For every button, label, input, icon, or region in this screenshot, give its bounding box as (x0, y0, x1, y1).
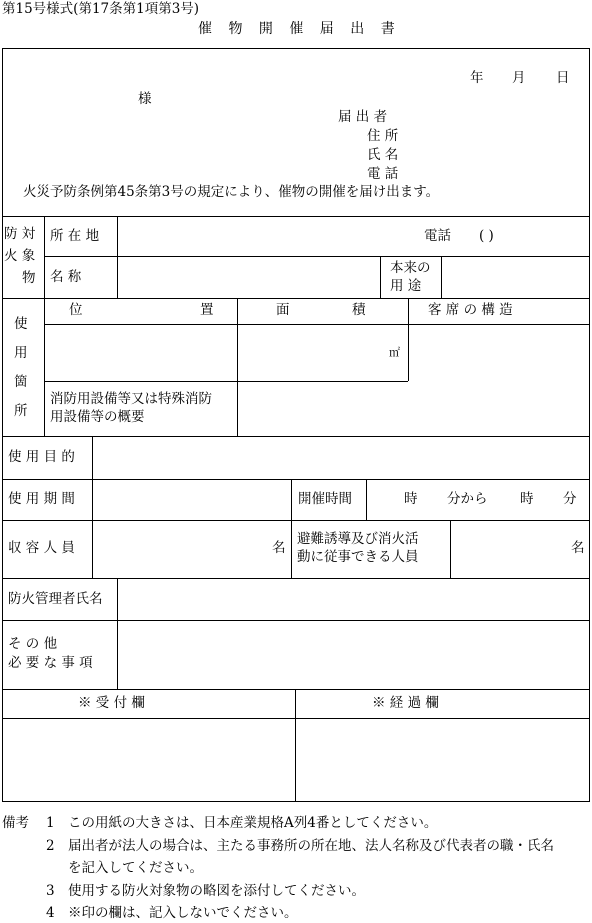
notes-heading: 備考 (2, 815, 29, 831)
hours-fun: 分 (563, 491, 577, 507)
note-number: 1 (46, 815, 55, 831)
capacity-unit: 名 (272, 540, 286, 556)
col-divider (117, 216, 118, 298)
col-divider (44, 216, 45, 436)
reception-column-header: ※ 受 付 欄 (78, 695, 145, 711)
hours-label: 開催時間 (298, 491, 352, 507)
fire-equipment-label-2: 用設備等の概要 (50, 409, 145, 425)
usage-area-label-2: 用 (14, 345, 28, 361)
row-divider (2, 689, 590, 690)
notifier-address-label: 住 所 (367, 128, 399, 144)
other-matters-label-1: そ の 他 (8, 636, 58, 652)
note-3: 使用する防火対象物の略図を添付してください。 (68, 883, 365, 899)
purpose-label: 使 用 目 的 (8, 449, 75, 465)
col-divider (295, 689, 296, 802)
col-divider (450, 520, 451, 578)
row-divider (2, 436, 590, 437)
area-label-1: 面 (276, 302, 290, 318)
location-label: 所 在 地 (50, 228, 100, 244)
row-divider (2, 216, 590, 217)
row-divider (2, 298, 590, 299)
col-divider (366, 479, 367, 520)
date-day: 日 (556, 70, 570, 86)
usage-area-label-3: 箇 (14, 374, 28, 390)
row-divider (2, 718, 590, 719)
hours-ji-1: 時 (404, 491, 418, 507)
row-divider (44, 381, 408, 382)
position-label-2: 置 (200, 302, 214, 318)
row-divider (44, 256, 590, 257)
area-label-2: 積 (352, 302, 366, 318)
note-number: 2 (46, 838, 55, 854)
evacuation-staff-label-1: 避難誘導及び消火活 (297, 531, 419, 547)
date-month: 月 (512, 70, 526, 86)
other-matters-label-2: 必 要 な 事 項 (8, 655, 93, 671)
statement-text: 火災予防条例第45条第3号の規定により、催物の開催を届け出ます。 (23, 184, 440, 200)
col-divider (237, 298, 238, 436)
col-divider (408, 298, 409, 381)
date-year: 年 (470, 70, 484, 86)
col-divider (92, 436, 93, 578)
note-2-line-1: 届出者が法人の場合は、主たる事務所の所在地、法人名称及び代表者の職・氏名 (68, 838, 554, 854)
row-divider (2, 620, 590, 621)
evacuation-staff-label-2: 動に従事できる人員 (297, 549, 419, 565)
original-use-label-2: 用 途 (390, 278, 422, 294)
notifier-name-label: 氏 名 (367, 147, 399, 163)
addressee-suffix: 様 (138, 91, 152, 107)
usage-area-label-4: 所 (14, 403, 28, 419)
col-divider (291, 479, 292, 578)
usage-area-label-1: 使 (14, 316, 28, 332)
target-object-label-2: 火 象 (4, 248, 36, 264)
target-object-label-1: 防 対 (4, 226, 36, 242)
row-divider (44, 324, 590, 325)
form-title: 催 物 開 催 届 出 書 (198, 21, 401, 37)
object-name-label: 名 称 (50, 269, 82, 285)
notifier-phone-label: 電 話 (367, 166, 399, 182)
phone-label: 電話 (424, 228, 451, 244)
col-divider (380, 256, 381, 298)
col-divider (117, 578, 118, 689)
row-divider (2, 578, 590, 579)
row-divider (2, 520, 590, 521)
fire-manager-name-label: 防火管理者氏名 (8, 591, 103, 607)
note-number: 3 (46, 883, 55, 899)
col-divider (441, 256, 442, 298)
capacity-label: 収 容 人 員 (8, 540, 75, 556)
target-object-label-3: 物 (22, 270, 36, 286)
note-1: この用紙の大きさは、日本産業規格A列4番としてください。 (68, 815, 438, 831)
original-use-label-1: 本来の (390, 260, 431, 276)
hours-from: 分から (447, 491, 488, 507)
progress-column-header: ※ 経 過 欄 (372, 695, 439, 711)
phone-parens: ( ) (479, 228, 494, 244)
note-number: 4 (46, 905, 55, 921)
position-label-1: 位 (69, 302, 83, 318)
notifier-label: 届 出 者 (338, 109, 388, 125)
seating-structure-label: 客 席 の 構 造 (428, 302, 513, 318)
hours-ji-2: 時 (520, 491, 534, 507)
form-number: 第15号様式(第17条第1項第3号) (2, 1, 200, 17)
square-meter-unit: ㎡ (389, 346, 400, 359)
period-label: 使 用 期 間 (8, 491, 75, 507)
evacuation-staff-unit: 名 (571, 540, 585, 556)
fire-equipment-label-1: 消防用設備等又は特殊消防 (50, 391, 212, 407)
note-4: ※印の欄は、記入しないでください。 (68, 905, 298, 921)
note-2-line-2: を記入してください。 (68, 860, 203, 876)
row-divider (2, 479, 590, 480)
